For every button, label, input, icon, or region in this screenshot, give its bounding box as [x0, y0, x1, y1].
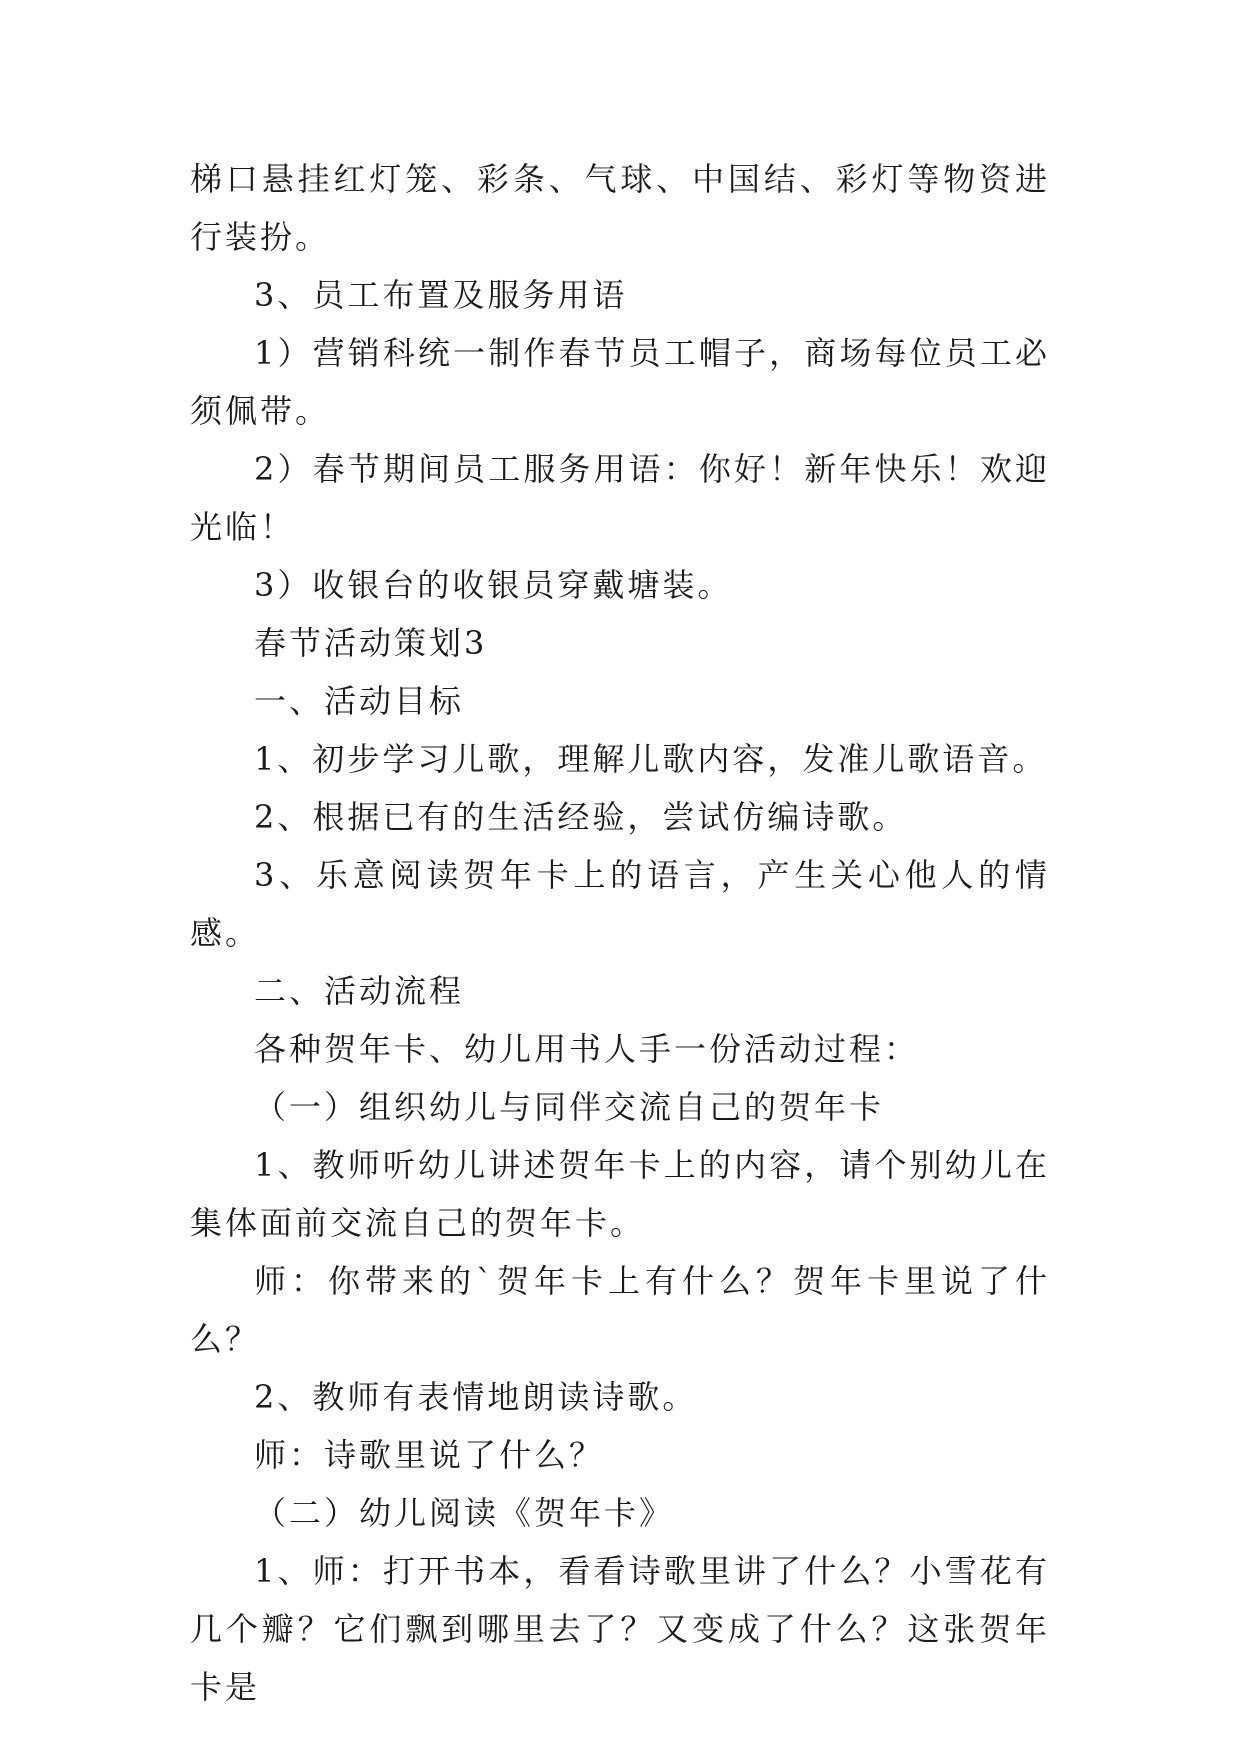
paragraph-continuation: 梯口悬挂红灯笼、彩条、气球、中国结、彩灯等物资进行装扮。 [190, 160, 1050, 256]
subsection-heading-1: （一）组织幼儿与同伴交流自己的贺年卡 [254, 1088, 885, 1126]
list-item-goal-1: 1、初步学习儿歌，理解儿歌内容，发准儿歌语音。 [254, 740, 1048, 778]
list-item-reading-questions: 1、师：打开书本，看看诗歌里讲了什么？小雪花有几个瓣？它们飘到哪里去了？又变成了什么？这张贺年卡是 [190, 1552, 1050, 1706]
dialogue-line-1: 师：你带来的`贺年卡上有什么？贺年卡里说了什么？ [190, 1262, 1050, 1358]
list-item-cashier-attire: 3）收银台的收银员穿戴塘装。 [254, 566, 733, 604]
document-body [190, 150, 1050, 1716]
document-section-title: 春节活动策划3 [254, 624, 488, 662]
section-heading-process: 二、活动流程 [254, 972, 465, 1010]
list-item-staff-hats: 1）营销科统一制作春节员工帽子，商场每位员工必须佩带。 [190, 334, 1050, 430]
subsection-heading-2: （二）幼儿阅读《贺年卡》 [254, 1494, 675, 1532]
list-item-teacher-listens: 1、教师听幼儿讲述贺年卡上的内容，请个别幼儿在集体面前交流自己的贺年卡。 [190, 1146, 1050, 1242]
list-item-teacher-reads: 2、教师有表情地朗读诗歌。 [254, 1378, 698, 1416]
section-heading-staff: 3、员工布置及服务用语 [254, 276, 628, 314]
list-item-service-phrases: 2）春节期间员工服务用语：你好！新年快乐！欢迎光临！ [190, 450, 1050, 546]
list-item-goal-2: 2、根据已有的生活经验，尝试仿编诗歌。 [254, 798, 908, 836]
section-heading-goals: 一、活动目标 [254, 682, 465, 720]
dialogue-line-2: 师：诗歌里说了什么？ [254, 1436, 605, 1474]
paragraph-materials: 各种贺年卡、幼儿用书人手一份活动过程： [254, 1030, 920, 1068]
list-item-goal-3: 3、乐意阅读贺年卡上的语言，产生关心他人的情感。 [190, 856, 1050, 952]
